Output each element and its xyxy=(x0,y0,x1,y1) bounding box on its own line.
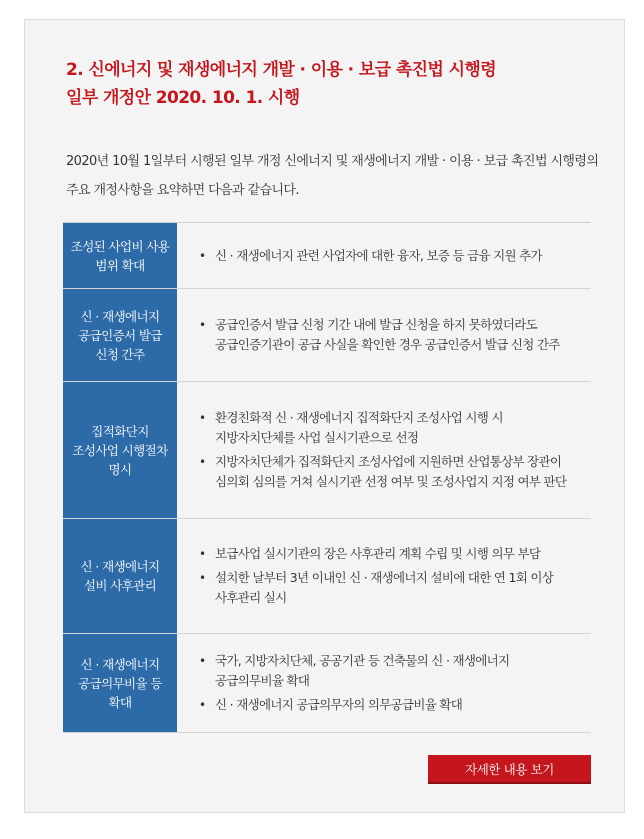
section-title-line2: 일부 개정안 2020. 10. 1. 시행 xyxy=(66,88,300,108)
section-title xyxy=(66,56,606,112)
list-item: • 환경친화적 신 · 재생에너지 집적화단지 조성사업 시행 시 지방자치단체를 사업 실시기관으로 선정 xyxy=(199,408,579,448)
row-content xyxy=(177,634,591,732)
view-details-button[interactable]: 자세한 내용 보기 xyxy=(428,755,591,784)
row-header: 신 · 재생에너지 공급의무비율 등 확대 xyxy=(63,634,177,732)
row-header: 신 · 재생에너지 설비 사후관리 xyxy=(63,519,177,633)
row-header: 조성된 사업비 사용 범위 확대 xyxy=(63,223,177,288)
list-item: • 보급사업 실시기관의 장은 사후관리 계획 수립 및 시행 의무 부담 xyxy=(199,544,579,564)
list-item: • 지방자치단체가 집적화단지 조성사업에 지원하면 산업통상부 장관이 심의회 심의를 거쳐 실시기관 선정 여부 및 조성사업지 지정 여부 판단 xyxy=(199,452,579,492)
list-item: • 신 · 재생에너지 관련 사업자에 대한 융자, 보증 등 금융 지원 추가 xyxy=(199,246,579,266)
section-title-line1: 2. 신에너지 및 재생에너지 개발 · 이용 · 보급 촉진법 시행령 xyxy=(66,60,497,80)
list-item: • 설치한 날부터 3년 이내인 신 · 재생에너지 설비에 대한 연 1회 이상 사후관리 실시 xyxy=(199,568,579,608)
row-content xyxy=(177,289,591,381)
row-content xyxy=(177,519,591,633)
table-row xyxy=(63,519,591,634)
row-content xyxy=(177,382,591,518)
list-item: • 공급인증서 발급 신청 기간 내에 발급 신청을 하지 못하였더라도 공급인증기관이 공급 사실을 확인한 경우 공급인증서 발급 신청 간주 xyxy=(199,315,579,355)
table-row xyxy=(63,634,591,733)
row-content xyxy=(177,223,591,288)
table-row xyxy=(63,289,591,382)
table-row xyxy=(63,382,591,519)
content-panel xyxy=(24,19,625,813)
list-item: • 신 · 재생에너지 공급의무자의 의무공급비율 확대 xyxy=(199,695,579,715)
intro-paragraph: 2020년 10월 1일부터 시행된 일부 개정 신에너지 및 재생에너지 개발 · 이용 · 보급 촉진법 시행령의 주요 개정사항을 요약하면 다음과 같습니다. xyxy=(66,154,599,198)
table-row xyxy=(63,223,591,289)
amendment-table xyxy=(63,222,591,733)
row-header: 신 · 재생에너지 공급인증서 발급 신청 간주 xyxy=(63,289,177,381)
row-header: 집적화단지 조성사업 시행절차 명시 xyxy=(63,382,177,518)
list-item: • 국가, 지방자치단체, 공공기관 등 건축물의 신 · 재생에너지 공급의무비율 확대 xyxy=(199,651,579,691)
